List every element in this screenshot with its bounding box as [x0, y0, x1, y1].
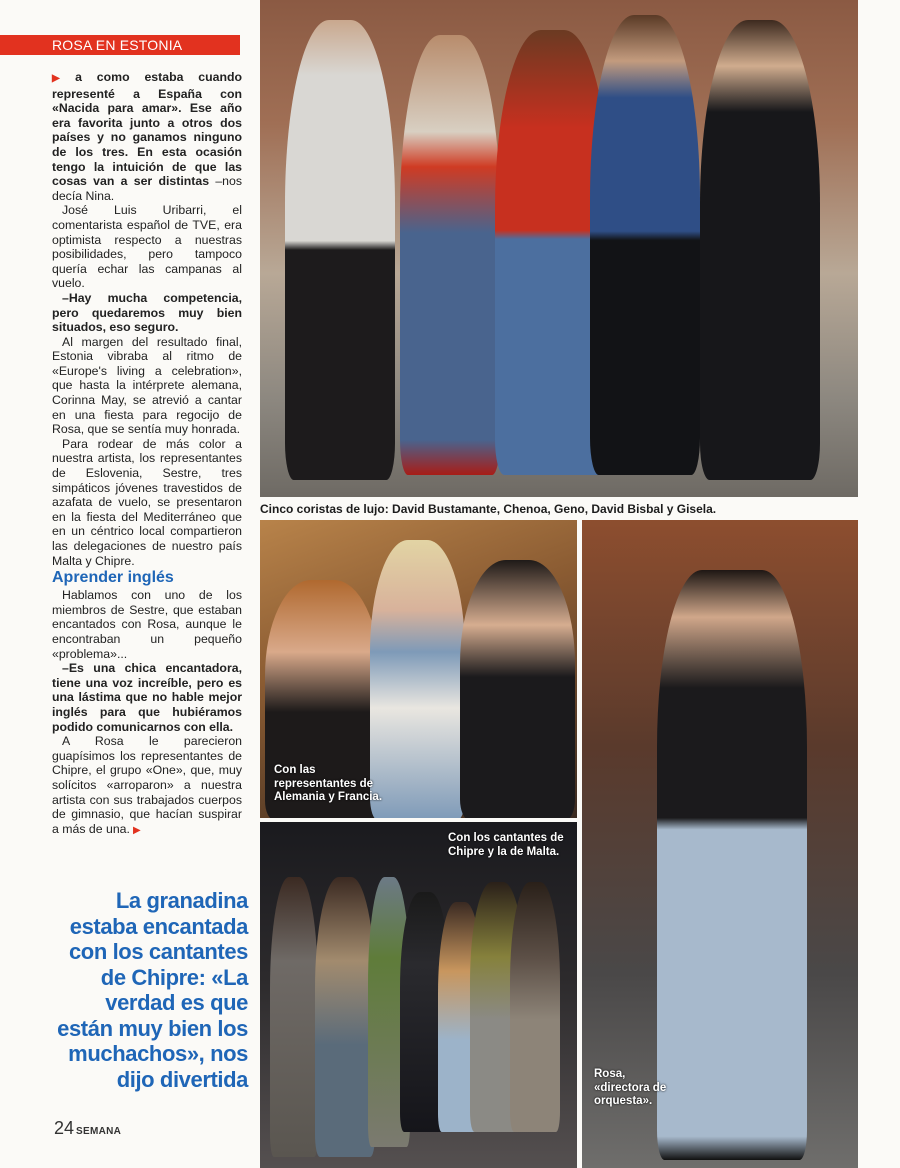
person-figure	[510, 882, 560, 1132]
person-figure	[400, 35, 500, 475]
article-paragraph: –Es una chica encantadora, tiene una voz increíble, pero es una lástima que no hable mejor inglés para que hubiéramos podido comunicarnos con ella.	[52, 661, 242, 734]
subheading: Aprender inglés	[52, 569, 174, 587]
article-paragraph: –Hay mucha competencia, pero quedaremos muy bien situados, eso seguro.	[52, 290, 242, 335]
photo-caption: Rosa, «directora de orquesta».	[594, 1068, 667, 1107]
page-folio	[54, 1118, 121, 1139]
article-paragraph: Hablamos con uno de los miembros de Sestre, que estaban encantados con Rosa, aunque le encontraban un pequeño «problema»...	[52, 588, 242, 661]
photo-rosa-conductor	[582, 520, 858, 1168]
section-label: ROSA EN ESTONIA	[0, 35, 240, 55]
photo-with-germany-france	[260, 520, 577, 818]
play-triangle-icon: ▶	[52, 73, 72, 84]
article-paragraph: ▶ a como estaba cuando representé a España con «Nacida para amar». Ese año era favorita junto a otros dos países y no ganamos ninguno de los tres. En esta ocasión tengo la intuición de que las cosas van a ser distintas –nos decía Nina.	[52, 70, 242, 203]
photo-with-cyprus-malta	[260, 822, 577, 1168]
article-paragraph: Para rodear de más color a nuestra artista, los representantes de Eslovenia, Sestre, tres simpáticos jóvenes travestidos de azafata de vuelo, se presentaron en la fiesta del Mediterráneo que en un céntrico local compartieron las delegaciones de nuestro país Malta y Chipre.	[52, 436, 242, 568]
article-paragraph: José Luis Uribarri, el comentarista español de TVE, era optimista respecto a nuestras posibilidades, pero tampoco quería echar las campanas al vuelo.	[52, 203, 242, 291]
photo-caption: Con los cantantes de Chipre y la de Malta.	[448, 832, 564, 858]
person-figure	[657, 570, 807, 1160]
person-figure	[270, 877, 318, 1157]
pull-quote: La granadina estaba encantada con los cantantes de Chipre: «La verdad es que están muy bien los muchachos», nos dijo divertida	[57, 888, 248, 1092]
person-figure	[315, 877, 375, 1157]
person-figure	[590, 15, 700, 475]
photo-caption: Con las representantes de Alemania y Francia.	[274, 764, 383, 803]
article-paragraph: Al margen del resultado final, Estonia vibraba al ritmo de «Europe's living a celebration», que hasta la intérprete alemana, Corinna May, se atrevió a cantar en una fiesta para regocijo de Rosa, que se sentía muy honrada.	[52, 334, 242, 437]
person-figure	[700, 20, 820, 480]
person-figure	[285, 20, 395, 480]
publication-name: SEMANA	[76, 1126, 122, 1137]
photo-group-five	[260, 0, 858, 497]
end-triangle-icon: ▶	[132, 824, 141, 836]
article-paragraph: A Rosa le parecieron guapísimos los representantes de Chipre, el grupo «One», que, muy solícitos «arroparon» a nuestra artista con sus trabajados cuerpos de gimnasio, que hacían suspirar a más de una. ▶	[52, 734, 242, 836]
article-body	[52, 70, 242, 838]
page-number: 24	[54, 1118, 75, 1138]
person-figure	[460, 560, 575, 818]
main-photo-caption: Cinco coristas de lujo: David Bustamante, Chenoa, Geno, David Bisbal y Gisela.	[260, 502, 717, 516]
